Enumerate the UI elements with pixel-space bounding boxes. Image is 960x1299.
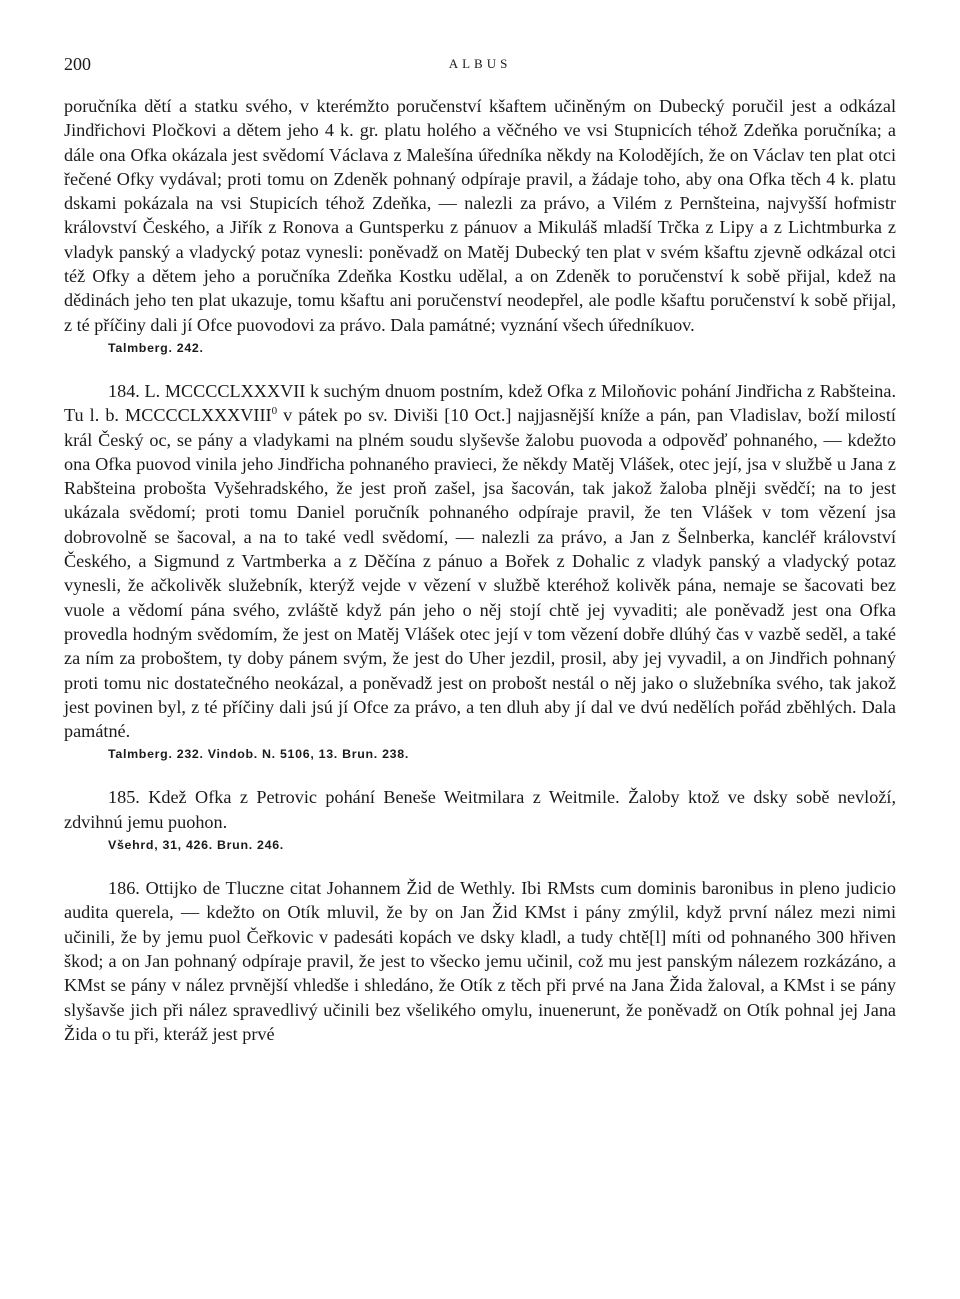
entry-text-part: v pátek po sv. Diviši [10 Oct.] najjasnější kníže a pán, pan Vladislav, boží milostí král Český oc, se pány a vladykami na plném soudu slyševše žalobu puovoda a odpověď pohnaného, — kdežto ona Ofka puovod vinila jeho Jindřicha pohnaného pravieci, že někdy Matěj Vlášek, otec její, jsa v službě u Jana z Rabšteina probošta Vyšehradského, že jest proň zašel, jsa šacován, tak jakož žaloba plněji svědčí; na to jest ukázala svědomí; proti tomu Daniel poručník pohnaného odpíraje pravil, že ten Vlášek v tom vězení jsa dobrovolně se šacoval, a na to také vedl svědomí, — nalezli za právo, a Jan z Šelnberka, kancléř království Českého, a Sigmund z Vartmberka a z Děčína z pánuo a Bořek z Dohalic z vladyk panský a vladycký potaz vynesli, že ačkolivěk služebník, kterýž vejde v vězení v službě kteréhož kolivěk pána, nemaje se šacovati bez vuole a vědomí pána svého, zvláště když pán jeho o něj stojí chtě jej vyvaditi; ale poněvadž jest ona Ofka provedla hodným svědomím, že jest on Matěj Vlášek otec její v tom vězení dobře dlúhý čas v vazbě seděl, a také za ním za proboštem, ty doby pánem svým, že jest do Uher jezdil, prosil, aby jej vyvadil, a on Jindřich pohnaný proti tomu nic dostatečného neokázal, a poněvadž jest on probošt nestál o něj jako o služebníka svého, tak jakož jest povinen byl, z té příčiny dali jsú jí Ofce za právo, a ten dluh aby jí dal ve dvú nedělích pořád zběhlých. Dala památné. <box>64 405 896 742</box>
entry-185 <box>64 785 896 852</box>
continuation-paragraph: poručníka dětí a statku svého, v kterémžto poručenství kšaftem učiněným on Dubecký poručil jest a odkázal Jindřichovi Pločkovi a dětem jeho 4 k. gr. platu holého a věčného ve vsi Stupnicích téhož Zdeňka poručníka; a dále ona Ofka okázala jest svědomí Václava z Malešína úředníka někdy na Kolodějích, že on Václav ten plat otci řečené Ofky vydával; proti tomu on Zdeněk pohnaný odpíraje pravil, a žádaje toho, aby ona Ofka těch 4 k. platu dskami pokázala na vsi Stupicích téhož Zdeňka, — nalezli za právo, a Vilém z Pernšteina, najvyšší hofmistr království Českého, a Jiřík z Ronova a Guntsperku z pánuov a Mikuláš mladší Trčka z Lipy a z Lichtmburka z vladyk panský a vladycký potaz vynesli: poněvadž on Matěj Dubecký ten plat v svém kšaftu zjevně odkázal otci též Ofky a dětem jeho a poručníka Zdeňka Kostku udělal, a on Zdeněk to poručenství k sobě přijal, kdež na dědinách jeho ten plat ukazuje, tomu kšaftu ani poručenství neodepřel, ale podle kšaftu poručenství k sobě přijal, z té příčiny dali jí Ofce puovodovi za právo. Dala památné; vyznání všech úředníkuov. <box>64 96 896 335</box>
entry-text-part: 184. L. MCCCCLXXXVII k suchým dnuom postním, kdež Ofka z Miloňovic pohání Jindřicha z Rabšteina. Tu l. b. MCCCCLXXXVIII <box>64 380 896 426</box>
entry-text: 185. Kdež Ofka z Petrovic pohání Beneše Weitmilara z Weitmile. Žaloby ktož ve dsky sobě nevloží, zdvihnú jemu puohon. <box>64 787 896 832</box>
document-page <box>64 54 896 1046</box>
entry-text: 186. Ottijko de Tlucznе citat Johannem Žid de Wethly. Ibi RMsts cum dominis baronibus in pleno judicio audita querela, — kdežto on Otík mluvil, že by on Jan Žid KMst i pány zmýlil, když první nález mezi nimi učinili, že by jemu puol Čeřkovic v padesáti kopách ve dsky kladl, a tudy chtě[l] míti od pohnaného 300 hřiven škod; a on Jan pohnaný odpíraje pravil, že jest to všecko jemu učinil, což mu jest panským nálezem rozkázáno, a KMst se pány v nález prvnější vhledše i shledáno, že Otík z těch při prvé na Jana Žida žaloval, a KMst i se pány slyšavše jich při nález spravedlivý učinili bez všelikého omylu, inuenerunt, že poněvadž on Otík pohnal jej Jana Žida o tu při, kteráž jest prvé <box>64 878 896 1044</box>
page-number: 200 <box>64 54 91 74</box>
source-reference: Talmberg. 242. <box>108 340 204 355</box>
source-reference: Všehrd, 31, 426. Brun. 246. <box>108 838 284 853</box>
source-reference: Talmberg. 232. Vindob. N. 5106, 13. Brun. 238. <box>108 747 409 762</box>
running-head: ALBUS <box>448 56 512 71</box>
entry-184 <box>64 379 896 761</box>
superscript-mark: 0 <box>271 405 278 418</box>
entry-text <box>64 379 896 743</box>
entry-186 <box>64 876 896 1046</box>
page-header <box>64 54 896 94</box>
